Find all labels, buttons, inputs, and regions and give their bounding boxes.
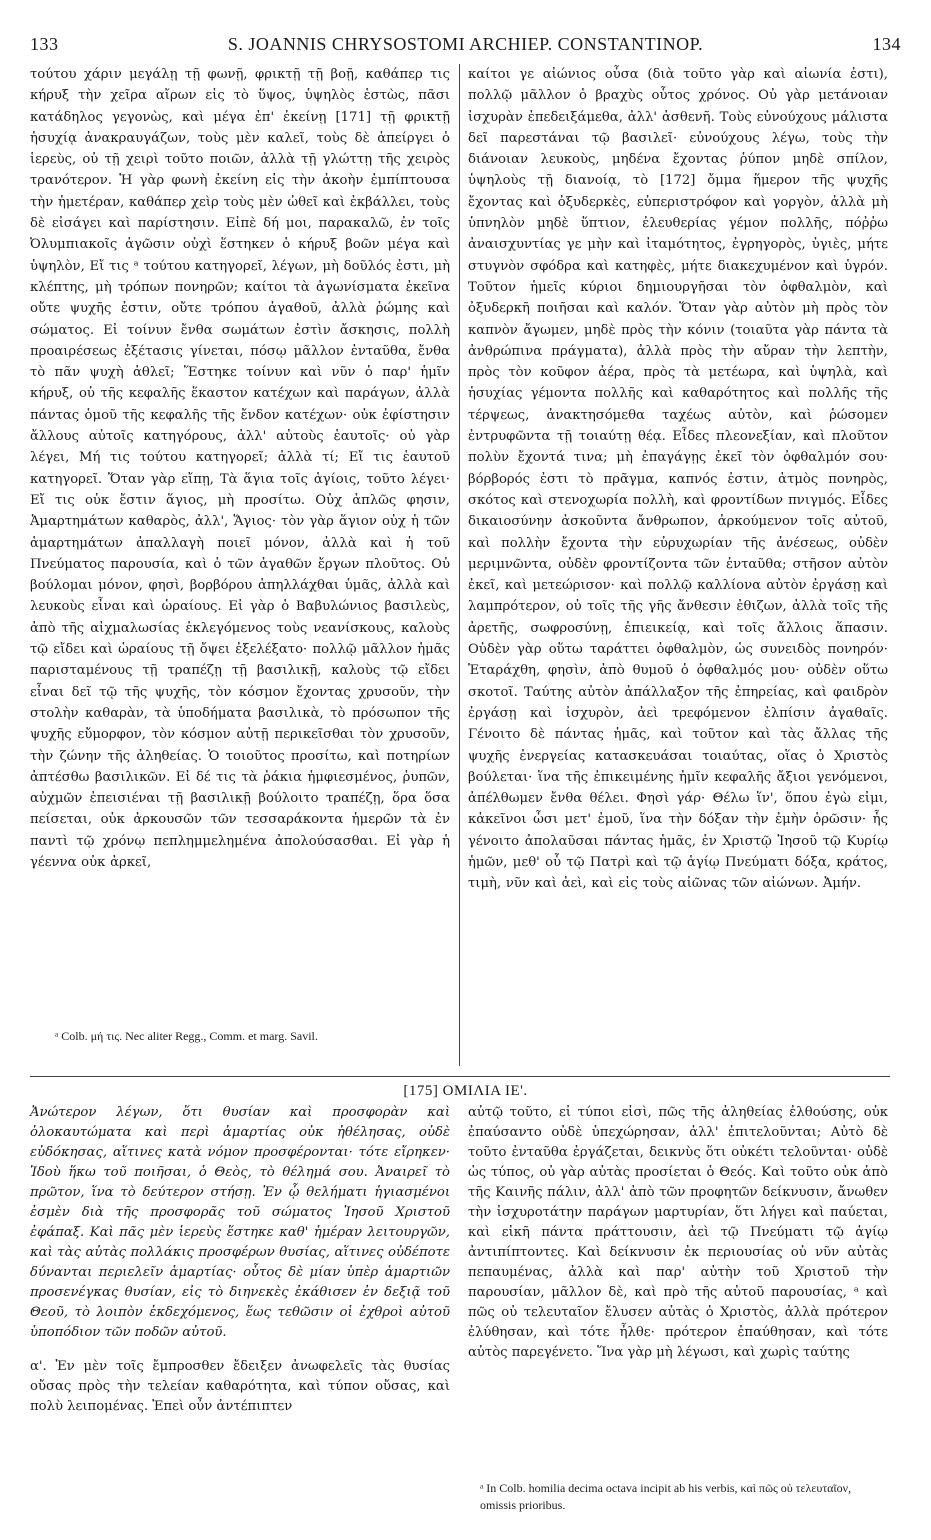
footnote-upper: ᵃ Colb. μή τις. Nec aliter Regg., Comm. et marg. Savil. bbox=[55, 1029, 318, 1043]
page-number-right: 134 bbox=[872, 34, 901, 54]
homily-paragraph-1: α'. Ἐν μὲν τοῖς ἔμπροσθεν ἔδειξεν ἀνωφελεῖς τὰς θυσίας οὔσας πρὸς τὴν τελείαν καθαρότητα, καὶ τύπον οὔσας, καὶ πολὺ λειπομένας. Ἐπεὶ οὖν ἀντέπιπτεν bbox=[30, 1359, 450, 1414]
running-title: S. JOANNIS CHRYSOSTOMI ARCHIEP. CONSTANTINOP. bbox=[227, 34, 704, 54]
homily-right-column: αὐτῷ τοῦτο, εἰ τύποι εἰσὶ, πῶς τῆς ἀληθείας ἐλθούσης, οὐκ ἐπαύσαντο οὐδὲ ὑπεχώρησαν, ἀλλ' ἐπιτελοῦνται; Αὐτὸ δὲ τοῦτο ἐνταῦθα ἐργάζεται, δεικνὺς ὅτι οὐκέτι τελοῦνται· οὐδὲ ὡς τύπος, οὐ γὰρ αὐτὰς προσίεται ὁ Θεός. Καὶ τοῦτο οὐκ ἀπὸ τῆς Καινῆς πάλιν, ἀλλ' ἀπὸ τῶν προφητῶν δείκνυσιν, ἄνωθεν τὴν ἰσχυροτάτην παράγων μαρτυρίαν, ὅτι λήγει καὶ παύεται, καὶ εἰκῆ πάντα πράττουσιν, ἀεὶ τῷ Πνεύματι τῷ ἁγίῳ ἀντιπίπτοντες. Καὶ δείκνυσιν ἐκ περιουσίας οὐ νῦν αὐτὰς πεπαυμένας, ἀλλὰ καὶ παρ' αὐτὴν τοῦ Χριστοῦ τὴν παρουσίαν, μᾶλλον δὲ, καὶ πρὸ τῆς αὐτοῦ παρουσίας, ᵃ καὶ πῶς οὐ τελευταῖον ἔλυσεν αὐτὰς ὁ Χριστὸς, ἀλλὰ πρότερον ἐλύθησαν, καὶ τότε ἦλθε· πρότερον ἐπαύθησαν, καὶ τότε αὐτὸς παρεγένετο. Ἵνα γὰρ μὴ λέγωσι, καὶ χωρὶς ταύτης bbox=[468, 1105, 888, 1360]
section-divider bbox=[30, 1076, 890, 1077]
column-divider bbox=[459, 64, 460, 1066]
upper-left-column: τούτου χάριν μεγάλῃ τῇ φωνῇ, φρικτῇ τῇ βοῇ, καθάπερ τις κήρυξ τὴν χεῖρα αἴρων εἰς τὸ ὕψος, ὑψηλὸς ἑστὼς, πᾶσι κατάδηλος γεγονὼς, καὶ μέγα ἐπ' ἐκείνῃ [171] τῇ φρικτῇ ἡσυχίᾳ ἀνακραυγάζων, τοὺς μὲν καλεῖ, τοὺς δὲ ἀπείργει ὁ ἱερεὺς, οὐ τῇ χειρὶ τοῦτο ποιῶν, ἀλλὰ τῇ γλώττῃ τῆς χειρὸς τρανότερον. Ἡ γὰρ φωνὴ ἐκείνη εἰς τὴν ἀκοὴν ἐμπίπτουσα τὴν ἡμετέραν, καθάπερ χεὶρ τοὺς μὲν ὠθεῖ καὶ ἐκβάλλει, τοὺς δὲ εἰσάγει καὶ παρίστησιν. Εἰπὲ δή μοι, παρακαλῶ, ἐν τοῖς Ὀλυμπιακοῖς ἀγῶσιν οὐχὶ ἕστηκεν ὁ κήρυξ βοῶν μέγα καὶ ὑψηλὸν, Εἴ τις ᵃ τούτου κατηγορεῖ, λέγων, μὴ δοῦλός ἐστι, μὴ κλέπτης, μὴ τρόπων πονηρῶν; καίτοι τὰ ἀγωνίσματα ἐκεῖνα οὔτε ψυχῆς ἐστιν, οὔτε τρόπου ἀγαθοῦ, ἀλλὰ ῥώμης καὶ σώματος. Εἰ τοίνυν ἔνθα σωμάτων ἐστὶν ἄσκησις, πολλὴ προαιρέσεως ἐξέτασις γίνεται, πόσῳ μᾶλλον ἐνταῦθα, ἔνθα τὸ πᾶν ψυχὴ ἀθλεῖ; Ἕστηκε τοίνυν καὶ νῦν ὁ παρ' ἡμῖν κήρυξ, οὐ τῆς κεφαλῆς ἕκαστον κατέχων καὶ παράγων, ἀλλὰ πάντας ὁμοῦ τῆς κεφαλῆς τῆς ἔνδον κατέχων· οὐκ ἐφίστησιν ἄλλους αὐτοῖς κατηγόρους, ἀλλ' αὐτοὺς ἑαυτοῖς· οὐ γὰρ λέγει, Μή τις τούτου κατηγορεῖ; ἀλλὰ τί; Εἴ τις ἑαυτοῦ κατηγορεῖ. Ὅταν γὰρ εἴπῃ, Τὰ ἅγια τοῖς ἁγίοις, τοῦτο λέγει· Εἴ τις οὐκ ἔστιν ἅγιος, μὴ προσίτω. Οὐχ ἁπλῶς φησιν, Ἀμαρτημάτων καθαρὸς, ἀλλ', Ἅγιος· τὸν γὰρ ἅγιον οὐχ ἡ τῶν ἁμαρτημάτων ἀπαλλαγὴ ποιεῖ μόνον, ἀλλὰ καὶ ἡ τοῦ Πνεύματος παρουσία, καὶ ὁ τῶν ἀγαθῶν ἔργων πλοῦτος. Οὐ βούλομαι μόνον, φησὶ, βορβόρου ἀπηλλάχθαι ὑμᾶς, ἀλλὰ καὶ λευκοὺς εἶναι καὶ ὡραίους. Εἰ γὰρ ὁ Βαβυλώνιος βασιλεὺς, ἀπὸ τῆς αἰχμαλωσίας ἐκλεγόμενος τοὺς νεανίσκους, καλοὺς τῷ εἴδει καὶ ὡραίους τῇ ὄψει ἐξελέξατο· πολλῷ μᾶλλον ἡμᾶς παρισταμένους τῇ τραπέζῃ τῇ βασιλικῇ, καλοὺς τῷ εἴδει εἶναι δεῖ τῷ τῆς ψυχῆς, τὸν κόσμον ἔχοντας χρυσοῦν, τὴν στολὴν καθαρὰν, τὰ ὑποδήματα βασιλικὰ, τὸ πρόσωπον τῆς ψυχῆς εὔμορφον, τὸν κόσμον αὐτῇ περικεῖσθαι τὸν χρυσοῦν, τὴν ζώνην τῆς ἀληθείας. Ὁ τοιοῦτος προσίτω, καὶ ποτηρίων ἀπτέσθω βασιλικῶν. Εἰ δέ τις τὰ ῥάκια ἡμφιεσμένος, ῥυπῶν, αὐχμῶν ἐπεισιέναι τῇ βασιλικῇ βούλοιτο τραπέζῃ, ὅρα ὅσα πείσεται, οὐκ ἀρκουσῶν τῶν τεσσαράκοντα ἡμερῶν τὰ ἐν παντὶ τῷ χρόνῳ πεπλημμελημένα ἀπολούσασθαι. Εἰ γὰρ ἡ γέεννα οὐκ ἀρκεῖ, bbox=[30, 67, 450, 870]
footnote-homily: ᵃ In Colb. homilia decima octava incipit ab his verbis, καὶ πῶς οὐ τελευταῖον, omissis prioribus. bbox=[480, 1481, 852, 1512]
running-head bbox=[30, 34, 901, 58]
scripture-passage: Ἀνώτερον λέγων, ὅτι θυσίαν καὶ προσφορὰν καὶ ὁλοκαυτώματα καὶ περὶ ἁμαρτίας οὐκ ἠθέλησας, οὐδὲ εὐδόκησας, αἵτινες κατὰ νόμον προσφέρονται· τότε εἴρηκεν· Ἰδοὺ ἥκω τοῦ ποιῆσαι, ὁ Θεὸς, τὸ θέλημά σου. Ἀναιρεῖ τὸ πρῶτον, ἵνα τὸ δεύτερον στήσῃ. Ἐν ᾧ θελήματι ἡγιασμένοι ἐσμὲν διὰ τῆς προσφορᾶς τοῦ σώματος Ἰησοῦ Χριστοῦ ἐφάπαξ. Καὶ πᾶς μὲν ἱερεὺς ἕστηκε καθ' ἡμέραν λειτουργῶν, καὶ τὰς αὐτὰς πολλάκις προσφέρων θυσίας, αἵτινες οὐδέποτε δύνανται περιελεῖν ἁμαρτίας· οὗτος δὲ μίαν ὑπὲρ ἁμαρτιῶν προσενέγκας θυσίαν, εἰς τὸ διηνεκὲς ἐκάθισεν ἐν δεξιᾷ τοῦ Θεοῦ, τὸ λοιπὸν ἐκδεχόμενος, ἕως τεθῶσιν οἱ ἐχθροὶ αὐτοῦ ὑποπόδιον τῶν ποδῶν αὐτοῦ. bbox=[30, 1105, 450, 1340]
upper-right-column: καίτοι γε αἰώνιος οὖσα (διὰ τοῦτο γὰρ καὶ αἰωνία ἐστι), πολλῷ μᾶλλον ὁ βραχὺς οὗτος χρόνος. Οὐ γὰρ μετάνοιαν ἰσχυρὰν ἐπεδειξάμεθα, ἀλλ' ἀσθενῆ. Τοὺς εὐνούχους μάλιστα δεῖ παρεστάναι τῷ βασιλεῖ· εὐνούχους λέγω, τοὺς τὴν διάνοιαν λευκοὺς, μηδένα ἔχοντας ῥύπον μηδὲ σπίλον, ὑψηλοὺς τῇ διανοίᾳ, τὸ [172] ὄμμα ἥμερον τῆς ψυχῆς ἔχοντας καὶ ὀξυδερκὲς, εὐπεριστρόφον καὶ γοργὸν, ἀλλὰ μὴ ὑπνηλὸν μηδὲ ὕπτιον, ἐλευθερίας γέμον πολλῆς, πόῤῥω ἀναισχυντίας γε μὴν καὶ ἰταμότητος, ἐγρηγορὸς, ὑγιὲς, μήτε στυγνὸν σφόδρα καὶ κατηφὲς, μήτε διακεχυμένον καὶ ὑγρόν. Τοῦτον ἡμεῖς κύριοι δημιουργῆσαι τὸν ὀφθαλμὸν, καὶ ὀξυδερκῆ ποιῆσαι καὶ καλόν. Ὅταν γὰρ αὐτὸν μὴ πρὸς τὸν καπνὸν ἄγωμεν, μηδὲ πρὸς τὴν κόνιν (τοιαῦτα γὰρ πάντα τὰ ἀνθρώπινα πράγματα), ἀλλὰ πρὸς τὴν αὔραν τὴν λεπτὴν, πρὸς τὸν κοῦφον ἀέρα, πρὸς τὰ μετέωρα, καὶ ὑψηλὰ, καὶ ἡσυχίας γέμοντα πολλῆς καὶ καθαρότητος καὶ πολλῆς τῆς τέρψεως, ἀνακτησόμεθα ταχέως αὐτὸν, καὶ ῥώσομεν ἐντρυφῶντα τῇ τοιαύτῃ θέᾳ. Εἶδες πλεονεξίαν, καὶ πλοῦτον πολὺν ἔχοντά τινα; μὴ ἐπαγάγῃς ἐκεῖ τὸν ὀφθαλμόν σου· βόρβορός ἐστι τὸ πρᾶγμα, καπνός ἐστιν, ἀτμὸς πονηρὸς, σκότος καὶ στενοχωρία πολλὴ, καὶ φροντίδων πνιγμός. Εἶδες δικαιοσύνην ἀσκοῦντα ἄνθρωπον, ἀρκούμενον τοῖς αὐτοῦ, καὶ πολλὴν ἔχοντα τὴν εὐρυχωρίαν τῆς ἀνέσεως, οὐδὲν μεριμνῶντα, οὐδὲν φροντίζοντα τῶν ἐνταῦθα; στῆσον αὐτὸν ἐκεῖ, καὶ μετεώρισον· καὶ πολλῷ καλλίονα αὐτὸν ἐργάσῃ καὶ λαμπρότερον, οὐ τοῖς τῆς γῆς ἄνθεσιν ἐθιζων, ἀλλὰ τοῖς τῆς ἀρετῆς, σωφροσύνῃ, ἐπιεικείᾳ, καὶ τοῖς ἄλλοις ἅπασιν. Οὐδὲν γὰρ οὕτω ταράττει ὀφθαλμὸν, ὡς συνειδὸς πονηρόν· Ἐταράχθη, φησὶν, ἀπὸ θυμοῦ ὁ ὀφθαλμός μου· οὐδὲν οὕτω σκοτοῖ. Ταύτης αὐτὸν ἀπάλλαξον τῆς ἐπηρείας, καὶ φαιδρὸν ἐργάσῃ καὶ ἰσχυρὸν, ἀεὶ τρεφόμενον ἐλπίσιν ἀγαθαῖς. Γένοιτο δὲ πάντας ἡμᾶς, καὶ τοῦτον καὶ τὰς ἄλλας τῆς ψυχῆς ἐνεργείας κατασκευάσαι τοιαύτας, οἵας ὁ Χριστὸς βούλεται· ἵνα τῆς ἐπικειμένης ἡμῖν κεφαλῆς ἄξιοι γενόμενοι, ἀπέλθωμεν ἔνθα θέλει. Φησὶ γάρ· Θέλω ἵν', ὅπου ἐγὼ εἰμι, κἀκεῖνοι ὦσι μετ' ἐμοῦ, ἵνα τὴν δόξαν τὴν ἐμὴν ὁρῶσιν· ἧς γένοιτο ἀπολαῦσαι πάντας ἡμᾶς, ἐν Χριστῷ Ἰησοῦ τῷ Κυρίῳ ἡμῶν, μεθ' οὗ τῷ Πατρὶ καὶ τῷ ἁγίῳ Πνεύματι δόξα, κράτος, τιμὴ, νῦν καὶ ἀεὶ, καὶ εἰς τοὺς αἰῶνας τῶν αἰώνων. Ἀμήν. bbox=[468, 67, 888, 892]
homily-left-column bbox=[30, 1103, 450, 1417]
homily-title: [175] ΟΜΙΛΙΑ ΙΕ'. bbox=[403, 1083, 528, 1099]
page-number-left: 133 bbox=[30, 34, 59, 54]
